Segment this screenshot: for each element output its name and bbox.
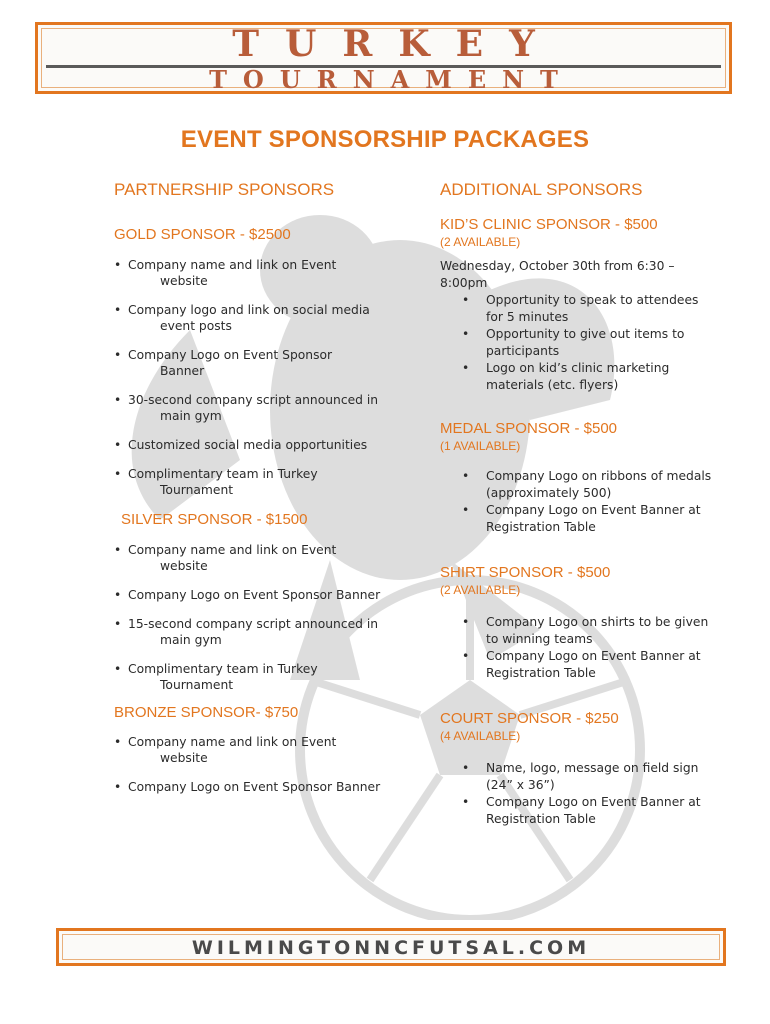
- benefit-text: for 5 minutes: [486, 310, 569, 324]
- benefit-item: [440, 360, 740, 394]
- kids-clinic-schedule: [440, 258, 740, 292]
- bullet-icon: •: [462, 761, 470, 775]
- benefit-text: website: [160, 274, 208, 288]
- benefit-item: [114, 779, 414, 795]
- additional-sponsors-heading: ADDITIONAL SPONSORS: [440, 180, 643, 199]
- title-banner: [35, 22, 732, 94]
- benefit-item: [440, 760, 740, 794]
- bullet-icon: •: [462, 327, 470, 341]
- bullet-icon: •: [114, 438, 122, 452]
- benefit-text: Company Logo on Event Banner at: [486, 795, 701, 809]
- benefit-item: [114, 437, 414, 453]
- benefit-text: Opportunity to give out items to: [486, 327, 685, 341]
- benefit-item: [440, 648, 740, 682]
- benefit-text: Company name and link on Event: [128, 258, 337, 272]
- kids-clinic-schedule-line: Wednesday, October 30th from 6:30 –: [440, 259, 675, 273]
- website-url: WILMINGTONNCFUTSAL.COM: [191, 937, 591, 959]
- benefit-item: [114, 347, 414, 379]
- benefit-text: event posts: [160, 319, 232, 333]
- gold-sponsor-title: GOLD SPONSOR - $2500: [114, 226, 291, 243]
- benefit-text: Registration Table: [486, 520, 596, 534]
- medal-availability: (1 AVAILABLE): [440, 439, 521, 453]
- benefit-text: Company Logo on Event Banner at: [486, 503, 701, 517]
- bullet-icon: •: [114, 617, 122, 631]
- benefit-item: [114, 257, 414, 289]
- benefit-text: Company name and link on Event: [128, 735, 337, 749]
- page-headline: EVENT SPONSORSHIP PACKAGES: [180, 126, 590, 153]
- benefit-item: [114, 734, 414, 766]
- bullet-icon: •: [114, 348, 122, 362]
- benefit-text: Opportunity to speak to attendees: [486, 293, 699, 307]
- benefit-text: website: [160, 559, 208, 573]
- benefit-item: [440, 326, 740, 360]
- bullet-icon: •: [462, 615, 470, 629]
- shirt-sponsor-benefits: [440, 614, 740, 682]
- bullet-icon: •: [462, 293, 470, 307]
- benefit-text: materials (etc. flyers): [486, 378, 619, 392]
- benefit-item: [440, 292, 740, 326]
- benefit-text: Company name and link on Event: [128, 543, 337, 557]
- banner-title-turkey: TURKEY: [232, 23, 561, 65]
- benefit-text: (approximately 500): [486, 486, 612, 500]
- benefit-item: [440, 502, 740, 536]
- benefit-item: [114, 661, 414, 693]
- silver-sponsor-title: SILVER SPONSOR - $1500: [121, 511, 308, 528]
- benefit-item: [440, 794, 740, 828]
- benefit-text: Tournament: [160, 678, 234, 692]
- benefit-item: [114, 616, 414, 648]
- bullet-icon: •: [114, 393, 122, 407]
- kids-clinic-schedule-line: 8:00pm: [440, 276, 488, 290]
- bullet-icon: •: [114, 303, 122, 317]
- court-availability: (4 AVAILABLE): [440, 729, 521, 743]
- bullet-icon: •: [462, 469, 470, 483]
- benefit-text: Registration Table: [486, 812, 596, 826]
- kids-clinic-sponsor-title: KID’S CLINIC SPONSOR - $500: [440, 216, 658, 233]
- bullet-icon: •: [462, 795, 470, 809]
- benefit-text: website: [160, 751, 208, 765]
- court-sponsor-benefits: [440, 760, 740, 828]
- medal-sponsor-title: MEDAL SPONSOR - $500: [440, 420, 618, 437]
- bullet-icon: •: [114, 258, 122, 272]
- benefit-text: Company Logo on Event Sponsor Banner: [128, 588, 381, 602]
- benefit-item: [114, 302, 414, 334]
- benefit-text: Company Logo on ribbons of medals: [486, 469, 712, 483]
- bullet-icon: •: [114, 735, 122, 749]
- benefit-text: Banner: [160, 364, 205, 378]
- partnership-sponsors-heading: PARTNERSHIP SPONSORS: [114, 180, 335, 199]
- bronze-sponsor-benefits: [114, 734, 414, 795]
- benefit-item: [114, 587, 414, 603]
- bullet-icon: •: [462, 361, 470, 375]
- benefit-text: 15-second company script announced in: [128, 617, 379, 631]
- benefit-text: participants: [486, 344, 560, 358]
- benefit-text: Registration Table: [486, 666, 596, 680]
- benefit-text: Company logo and link on social media: [128, 303, 370, 317]
- benefit-text: Complimentary team in Turkey: [128, 662, 318, 676]
- partnership-sponsors-column: [114, 180, 414, 795]
- benefit-text: main gym: [160, 409, 222, 423]
- bullet-icon: •: [462, 503, 470, 517]
- bullet-icon: •: [462, 649, 470, 663]
- benefit-item: [114, 392, 414, 424]
- silver-sponsor-benefits: [114, 542, 414, 693]
- shirt-sponsor-title: SHIRT SPONSOR - $500: [440, 564, 611, 581]
- benefit-text: (24” x 36”): [486, 778, 555, 792]
- benefit-text: Name, logo, message on field sign: [486, 761, 699, 775]
- gold-sponsor-benefits: [114, 257, 414, 498]
- benefit-text: Complimentary team in Turkey: [128, 467, 318, 481]
- medal-sponsor-benefits: [440, 468, 740, 536]
- benefit-text: Company Logo on Event Sponsor: [128, 348, 333, 362]
- benefit-text: Customized social media opportunities: [128, 438, 368, 452]
- benefit-item: [440, 614, 740, 648]
- shirt-availability: (2 AVAILABLE): [440, 583, 521, 597]
- benefit-text: Company Logo on Event Sponsor Banner: [128, 780, 381, 794]
- kids-clinic-benefits: [440, 292, 740, 394]
- benefit-text: Company Logo on shirts to be given: [486, 615, 709, 629]
- benefit-text: Company Logo on Event Banner at: [486, 649, 701, 663]
- bronze-sponsor-title: BRONZE SPONSOR- $750: [114, 704, 299, 721]
- banner-title-tournament: TOURNAMENT: [209, 65, 574, 94]
- bullet-icon: •: [114, 662, 122, 676]
- court-sponsor-title: COURT SPONSOR - $250: [440, 710, 619, 727]
- website-footer-banner: [56, 928, 726, 966]
- benefit-item: [440, 468, 740, 502]
- kids-clinic-availability: (2 AVAILABLE): [440, 235, 521, 249]
- bullet-icon: •: [114, 467, 122, 481]
- benefit-text: Logo on kid’s clinic marketing: [486, 361, 670, 375]
- benefit-text: Tournament: [160, 483, 234, 497]
- benefit-item: [114, 466, 414, 498]
- bullet-icon: •: [114, 543, 122, 557]
- benefit-text: 30-second company script announced in: [128, 393, 379, 407]
- benefit-text: to winning teams: [486, 632, 593, 646]
- bullet-icon: •: [114, 588, 122, 602]
- benefit-text: main gym: [160, 633, 222, 647]
- additional-sponsors-column: [440, 180, 740, 828]
- bullet-icon: •: [114, 780, 122, 794]
- benefit-item: [114, 542, 414, 574]
